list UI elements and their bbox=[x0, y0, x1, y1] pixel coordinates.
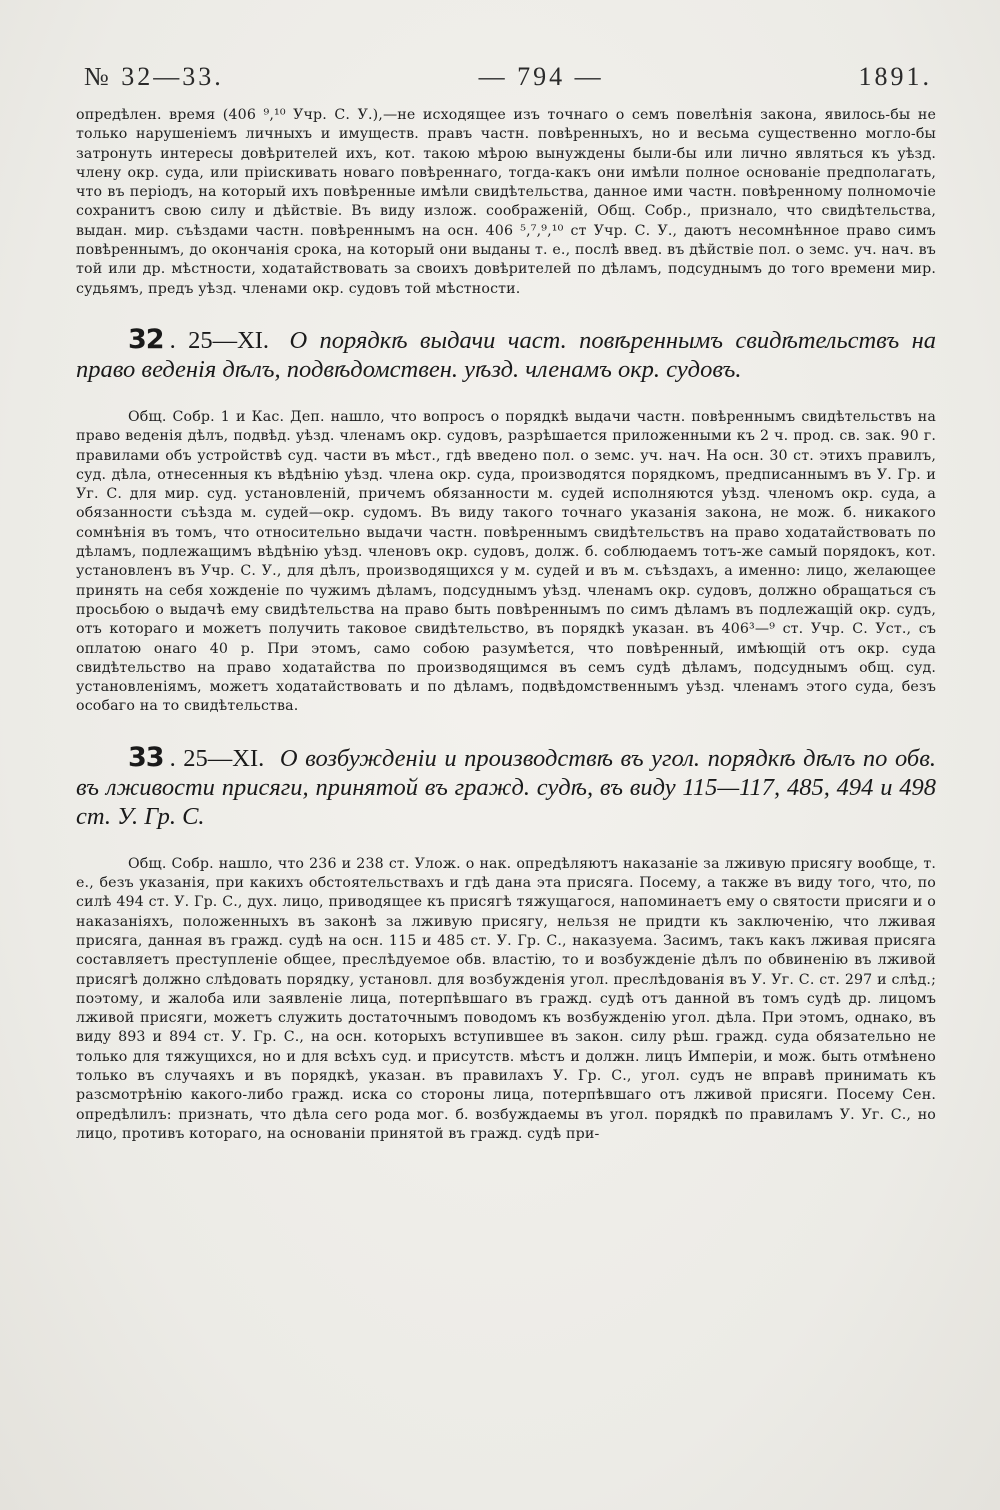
section-33-date: . 25—XI. bbox=[169, 744, 265, 772]
section-33-number: 33 bbox=[128, 741, 164, 773]
page-header bbox=[76, 62, 936, 92]
section-32-number: 32 bbox=[128, 323, 164, 355]
section-32-date: . 25—XI. bbox=[169, 326, 270, 354]
section-33-heading bbox=[76, 743, 936, 831]
section-32-heading bbox=[76, 325, 936, 384]
section-33-text: Общ. Собр. нашло, что 236 и 238 ст. Улож. о нак. опредѣляютъ наказаніе за лживую присягу вообще, т. е., безъ указанія, при какихъ обстоятельствахъ и гдѣ дана эта присяга. Посему, а также въ виду того, что, по силѣ 494 ст. У. Гр. С., дух. лицо, приводящее къ присягѣ тяжущагося, напоминаетъ ему о святости присяги и о наказаніяхъ, положенныхъ въ законѣ за лживую присягу, нельзя не придти къ заключенію, что лживая присяга, данная въ гражд. судѣ на осн. 115 и 485 ст. У. Гр. С., наказуема. Засимъ, такъ какъ лживая присяга составляетъ преступленіе общее, преслѣдуемое обв. властію, то и возбужденіе дѣлъ по обвиненію въ лживой присягѣ должно слѣдовать порядку, установл. для возбужденія угол. преслѣдованія въ У. Уг. С. ст. 297 и слѣд.; поэтому, и жалоба или заявленіе лица, потерпѣвшаго въ гражд. судѣ отъ данной въ томъ судѣ др. лицомъ лживой присяги, можетъ служить достаточнымъ поводомъ къ возбужденію угол. дѣла. При этомъ, однако, въ виду 893 и 894 ст. У. Гр. С., на осн. которыхъ вступившее въ закон. силу рѣш. гражд. суда обязательно не только для тяжущихся, но и для всѣхъ суд. и присутств. мѣстъ и должн. лицъ Имперіи, и мож. быть отмѣнено только въ случаяхъ и въ порядкѣ, указан. въ правилахъ У. Гр. С., угол. судъ не вправѣ принимать къ разсмотрѣнію какого-либо гражд. иска со стороны лица, потерпѣвшаго отъ лживой присяги. Посему Сен. опредѣлилъ: признать, что дѣла сего рода мог. б. возбуждаемы въ угол. порядкѣ по правиламъ У. Уг. С., но лицо, противъ котораго, на основаніи принятой въ гражд. судѣ при- bbox=[76, 855, 936, 1142]
section-33-title: О возбужденіи и производствѣ въ угол. порядкѣ дѣлъ по обв. въ лживости присяги, принятой въ гражд. судѣ, въ виду 115—117, 485, 494 и 498 ст. У. Гр. С. bbox=[76, 744, 936, 830]
issue-number: № 32—33. bbox=[84, 62, 224, 91]
section-32-title: О порядкѣ выдачи част. повѣреннымъ свидѣтельствъ на право веденія дѣлъ, подвѣдомствен. уѣзд. членамъ окр. судовъ. bbox=[76, 326, 936, 383]
section-32-text: Общ. Собр. 1 и Кас. Деп. нашло, что вопросъ о порядкѣ выдачи частн. повѣреннымъ свидѣтельствъ на право веденія дѣлъ, подвѣд. уѣзд. членамъ окр. судовъ, разрѣшается приложенными къ 2 ч. прод. св. зак. 90 г. правилами объ устройствѣ суд. части въ мѣст., гдѣ введено пол. о земс. уч. нач. На осн. 30 ст. этихъ правилъ, суд. дѣла, отнесенныя къ вѣдѣнію уѣзд. члена окр. суда, производятся порядкомъ, предписаннымъ въ У. Гр. и Уг. С. для мир. суд. установленій, причемъ обязанности м. судей исполняются уѣзд. членомъ окр. суда, а обязанности съѣзда м. судей—окр. судомъ. Въ виду такого точнаго указанія закона, не мож. б. никакого сомнѣнія въ томъ, что относительно выдачи частн. повѣреннымъ свидѣтельствъ на право ходатайствовать по дѣламъ, подлежащимъ вѣдѣнію уѣзд. членовъ окр. судовъ, долж. б. соблюдаемъ тотъ-же самый порядокъ, кот. установленъ въ Учр. С. У., для дѣлъ, производящихся у м. судей и въ м. съѣздахъ, а именно: лицо, желающее принять на себя хожденіе по чужимъ дѣламъ, подсуднымъ уѣзд. членамъ окр. судовъ, должно обращаться съ просьбою о выдачѣ ему свидѣтельства на право быть повѣреннымъ по симъ дѣламъ въ подлежащій окр. судъ, отъ котораго и можетъ получить таковое свидѣтельство, въ порядкѣ указан. въ 406³—⁹ ст. Учр. С. Уст., съ оплатою онаго 40 р. При этомъ, само собою разумѣется, что повѣренный, имѣющій отъ окр. суда свидѣтельство на право ходатайства по производящимся въ семъ судѣ дѣламъ, подсуднымъ общ. суд. установленіямъ, можетъ ходатайствовать и по дѣламъ, подвѣдомственнымъ уѣзд. членамъ этого суда, безъ особаго на то свидѣтельства. bbox=[76, 408, 936, 715]
intro-paragraph: опредѣлен. время (406 ⁹,¹⁰ Учр. С. У.),—не исходящее изъ точнаго о семъ повелѣнія закона, явилось-бы не только нарушеніемъ личныхъ и имуществ. правъ частн. повѣренныхъ, но и весьма существенно могло-бы затронуть интересы довѣрителей ихъ, кот. такою мѣрою вынуждены были-бы или лично являться къ уѣзд. члену окр. суда, или пріискивать новаго повѣреннаго, тогда-какъ они имѣли полное основаніе предполагать, что въ періодъ, на который ихъ повѣренные имѣли свидѣтельства, данное ими частн. повѣренному полномочіе сохранитъ свою силу и дѣйствіе. Въ виду излож. соображеній, Общ. Собр., признало, что свидѣтельства, выдан. мир. съѣздами частн. повѣреннымъ на осн. 406 ⁵,⁷,⁹,¹⁰ ст Учр. С. У., даютъ несомнѣнное право симъ повѣреннымъ, до окончанія срока, на который они выданы т. е., послѣ введ. въ дѣйствіе пол. о земс. уч. нач. въ той или др. мѣстности, ходатайствовать за своихъ довѣрителей по дѣламъ, подсуднымъ до того времени мир. судьямъ, предъ уѣзд. членами окр. судовъ той мѣстности. bbox=[76, 107, 936, 297]
page-number: — 794 — bbox=[478, 62, 604, 91]
year: 1891. bbox=[858, 62, 932, 91]
